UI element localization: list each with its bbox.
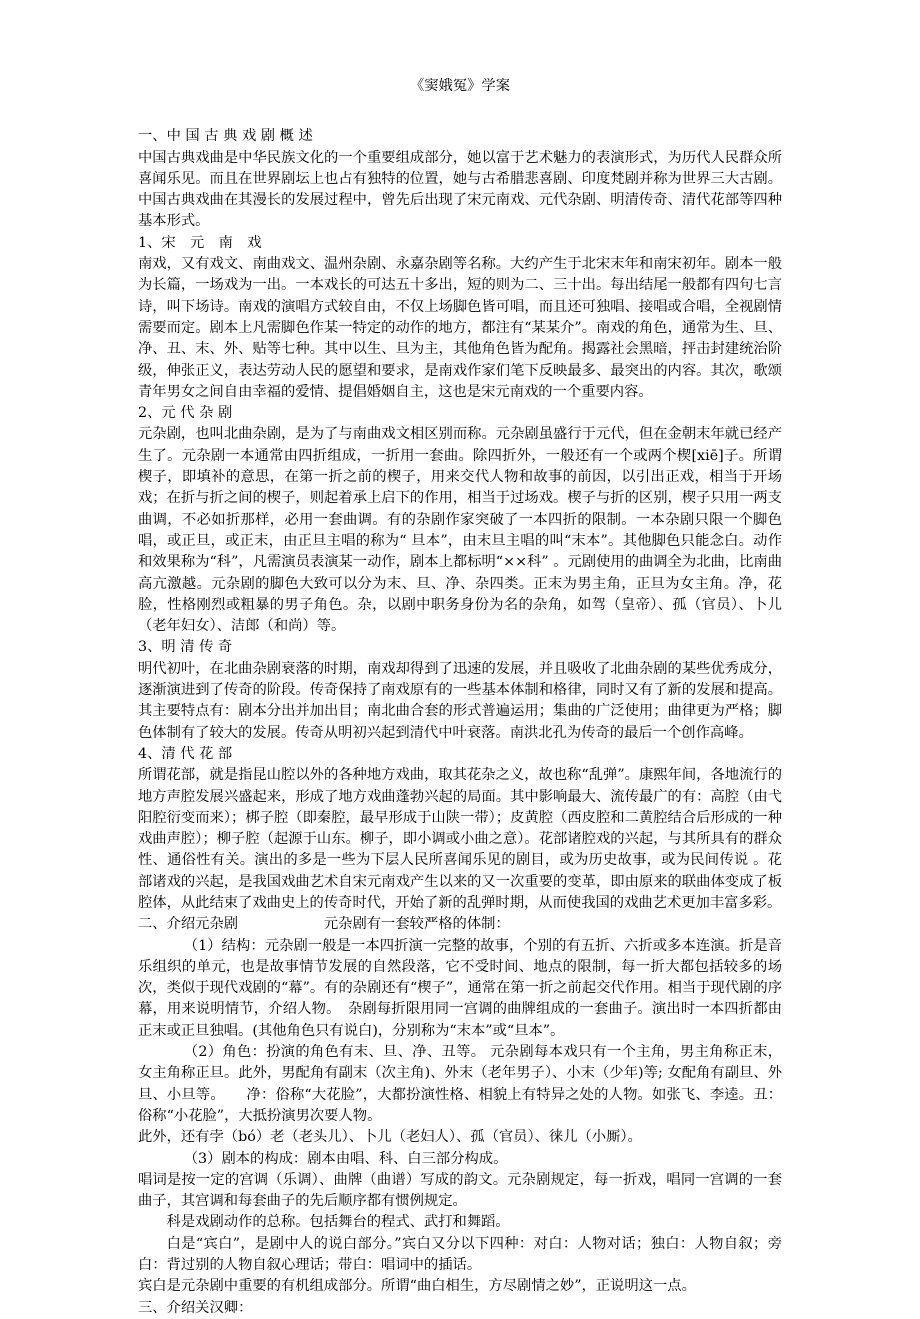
paragraph-zaju: 元杂剧，也叫北曲杂剧，是为了与南曲戏文相区别而称。元杂剧虽盛行于元代，但在金朝末年就已经产生了。元杂剧一本通常由四折组成，一折用一套曲。除四折外，一般还有一个或两个楔[xiē]子。所谓楔子，即填补的意思，在第一折之前的楔子，用来交代人物和故事的前因，以引出正戏，相当于开场戏；在折与折之间的楔子，则起着承上启下的作用，相当于过场戏。楔子与折的区别，楔子只用一两支曲调，不必如折那样，必用一套曲调。有的杂剧作家突破了一本四折的限制。一本杂剧只限一个脚色唱，或正旦，或正末，由正旦主唱的称为“ 旦本”，由末旦主唱的叫“末本”。其他脚色只能念白。动作和效果称为“科”，凡需演员表演某一动作，剧本上都标明“××科” 。元剧使用的曲调全为北曲，比南曲高亢激越。元杂剧的脚色大致可以分为末、旦、净、杂四类。正末为男主角，正旦为女主角。净，花脸，性格刚烈或粗暴的男子角色。杂，以剧中职务身份为名的杂角，如驾（皇帝）、孤（官员）、卜儿（老年妇女）、洁郎（和尚）等。: [138, 426, 782, 635]
paragraph-singing: 唱词是按一定的宫调（乐调）、曲牌（曲谱）写成的韵文。元杂剧规定，每一折戏，唱同一宫调的一套曲子，其宫调和每套曲子的先后顺序都有惯例规定。: [138, 1171, 782, 1210]
paragraph-binbai-importance: 宾白是元杂剧中重要的有机组成部分。所谓“曲白相生，方尽剧情之妙”，正说明这一点。: [138, 1278, 696, 1295]
page-title: 《窦娥冤》学案: [409, 78, 511, 94]
paragraph-chuanqi: 明代初叶，在北曲杂剧衰落的时期，南戏却得到了迅速的发展，并且吸收了北曲杂剧的某些优秀成分，逐渐演进到了传奇的阶段。传奇保持了南戏原有的一些基本体制和格律，同时又有了新的发展和提高。其主要特点有：剧本分出并加出目；南北曲合套的形式普遍运用；集曲的广泛使用；曲律更为严格；脚色体制有了较大的发展。传奇从明初兴起到清代中叶衰落。南洪北孔为传奇的最后一个创作高峰。: [138, 660, 782, 741]
section-2-heading: [138, 914, 782, 935]
paragraph-roles-extra: 此外，还有孛（bó）老（老头儿）、卜儿（老妇人）、孤（官员）、徕儿（小厮）。: [138, 1129, 642, 1146]
paragraph-script-composition: （3）剧本的构成：剧本由唱、科、白三部分构成。: [183, 1150, 508, 1167]
section-3-heading: 三、介绍关汉卿：: [138, 1299, 253, 1316]
paragraph-ke: 科是戏剧动作的总称。包括舞台的程式、武打和舞蹈。: [166, 1214, 510, 1231]
subheading-qing-huabu: 4、清 代 花 部: [138, 745, 233, 762]
section-2-heading-text: 二、介绍元杂剧: [138, 916, 239, 933]
section-1-heading: 一、中 国 古 典 戏 剧 概 述: [138, 128, 313, 145]
subheading-song-yuan-nanxi: 1、宋 元 南 戏: [138, 234, 262, 251]
paragraph-huabu: 所谓花部，就是指昆山腔以外的各种地方戏曲，取其花杂之义，故也称“乱弹”。康熙年间，各地流行的地方声腔发展兴盛起来，形成了地方戏曲蓬勃兴起的局面。其中影响最大、流传最广的有：高腔（由弋阳腔衍变而来）；梆子腔（即秦腔，最早形成于山陕一带）；皮黄腔（西皮腔和二黄腔结合后形成的一种戏曲声腔）；柳子腔（起源于山东。柳子，即小调或小曲之意）。花部诸腔戏的兴起，与其所具有的群众性、通俗性有关。演出的多是一些为下层人民所喜闻乐见的剧目，或为历史故事，或为民间传说 。花部诸戏的兴起，是我国戏曲艺术自宋元南戏产生以来的又一次重要的变革，即由原来的联曲体变成了板腔体，从此结束了戏曲史上的传奇时代，开始了新的乱弹时期，从而使我国的戏曲艺术更加丰富多彩。: [138, 767, 782, 911]
paragraph-roles: （2）角色：扮演的角色有末、旦、净、丑等。 元杂剧每本戏只有一个主角，男主角称正末，女主角称正旦。此外，男配角有副末（次主角)、外末（老年男子）、小末（少年)等; 女配角有副旦、外旦、小旦等。 净：俗称“大花脸”，大都扮演性格、相貌上有特异之处的人物。如张飞、李逵。丑：俗称“小花脸”，大抵扮演男次要人物。: [138, 1044, 782, 1124]
section-2-heading-tail: 元杂剧有一套较严格的体制：: [323, 916, 510, 933]
subheading-yuan-zaju: 2、元 代 杂 剧: [138, 405, 233, 422]
subheading-ming-qing-chuanqi: 3、明 清 传 奇: [138, 639, 233, 656]
paragraph-structure: （1）结构：元杂剧一般是一本四折演一完整的故事，个别的有五折、六折或多本连演。折是音乐组织的单元，也是故事情节发展的自然段落，它不受时间、地点的限制，每一折大都包括较多的场次，类似于现代戏剧的“幕”。有的杂剧还有“楔子”，通常在第一折之前起交代作用。相当于现代剧的序幕，用来说明情节，介绍人物。 杂剧每折限用同一宫调的曲牌组成的一套曲子。演出时一本四折都由正末或正旦独唱。(其他角色只有说白)，分别称为“末本”或“旦本”。: [138, 937, 782, 1039]
paragraph-binbai: 白是“宾白”，是剧中人的说白部分。”宾白又分以下四种：对白：人物对话；独白：人物自叙；旁白：背过别的人物自叙心理话；带白：唱词中的插话。: [138, 1235, 782, 1274]
paragraph-nanxi: 南戏，又有戏文、南曲戏文、温州杂剧、永嘉杂剧等名称。大约产生于北宋末年和南宋初年。剧本一般为长篇，一场戏为一出。一本戏长的可达五十多出，短的则为二、三十出。每出结尾一般都有四句七言诗，叫下场诗。南戏的演唱方式较自由，不仅上场脚色皆可唱，而且还可独唱、接唱或合唱，全视剧情需要而定。剧本上凡需脚色作某一特定的动作的地方，都注有“某某介”。南戏的角色，通常为生、旦、净、丑、末、外、贴等七种。其中以生、旦为主，其他角色皆为配角。揭露社会黑暗，抨击封建统治阶级，伸张正义，表达劳动人民的愿望和要求，是南戏作家们笔下反映最多、最突出的内容。其次，歌颂青年男女之间自由幸福的爱情、提倡婚姻自主，这也是宋元南戏的一个重要内容。: [138, 256, 782, 400]
section-1-intro: 中国古典戏曲是中华民族文化的一个重要组成部分，她以富于艺术魅力的表演形式，为历代人民群众所喜闻乐见。而且在世界剧坛上也占有独特的位置，她与古希腊悲喜剧、印度梵剧并称为世界三大古剧。中国古典戏曲在其漫长的发展过程中，曾先后出现了宋元南戏、元代杂剧、明清传奇、清代花部等四种基本形式。: [138, 149, 782, 230]
